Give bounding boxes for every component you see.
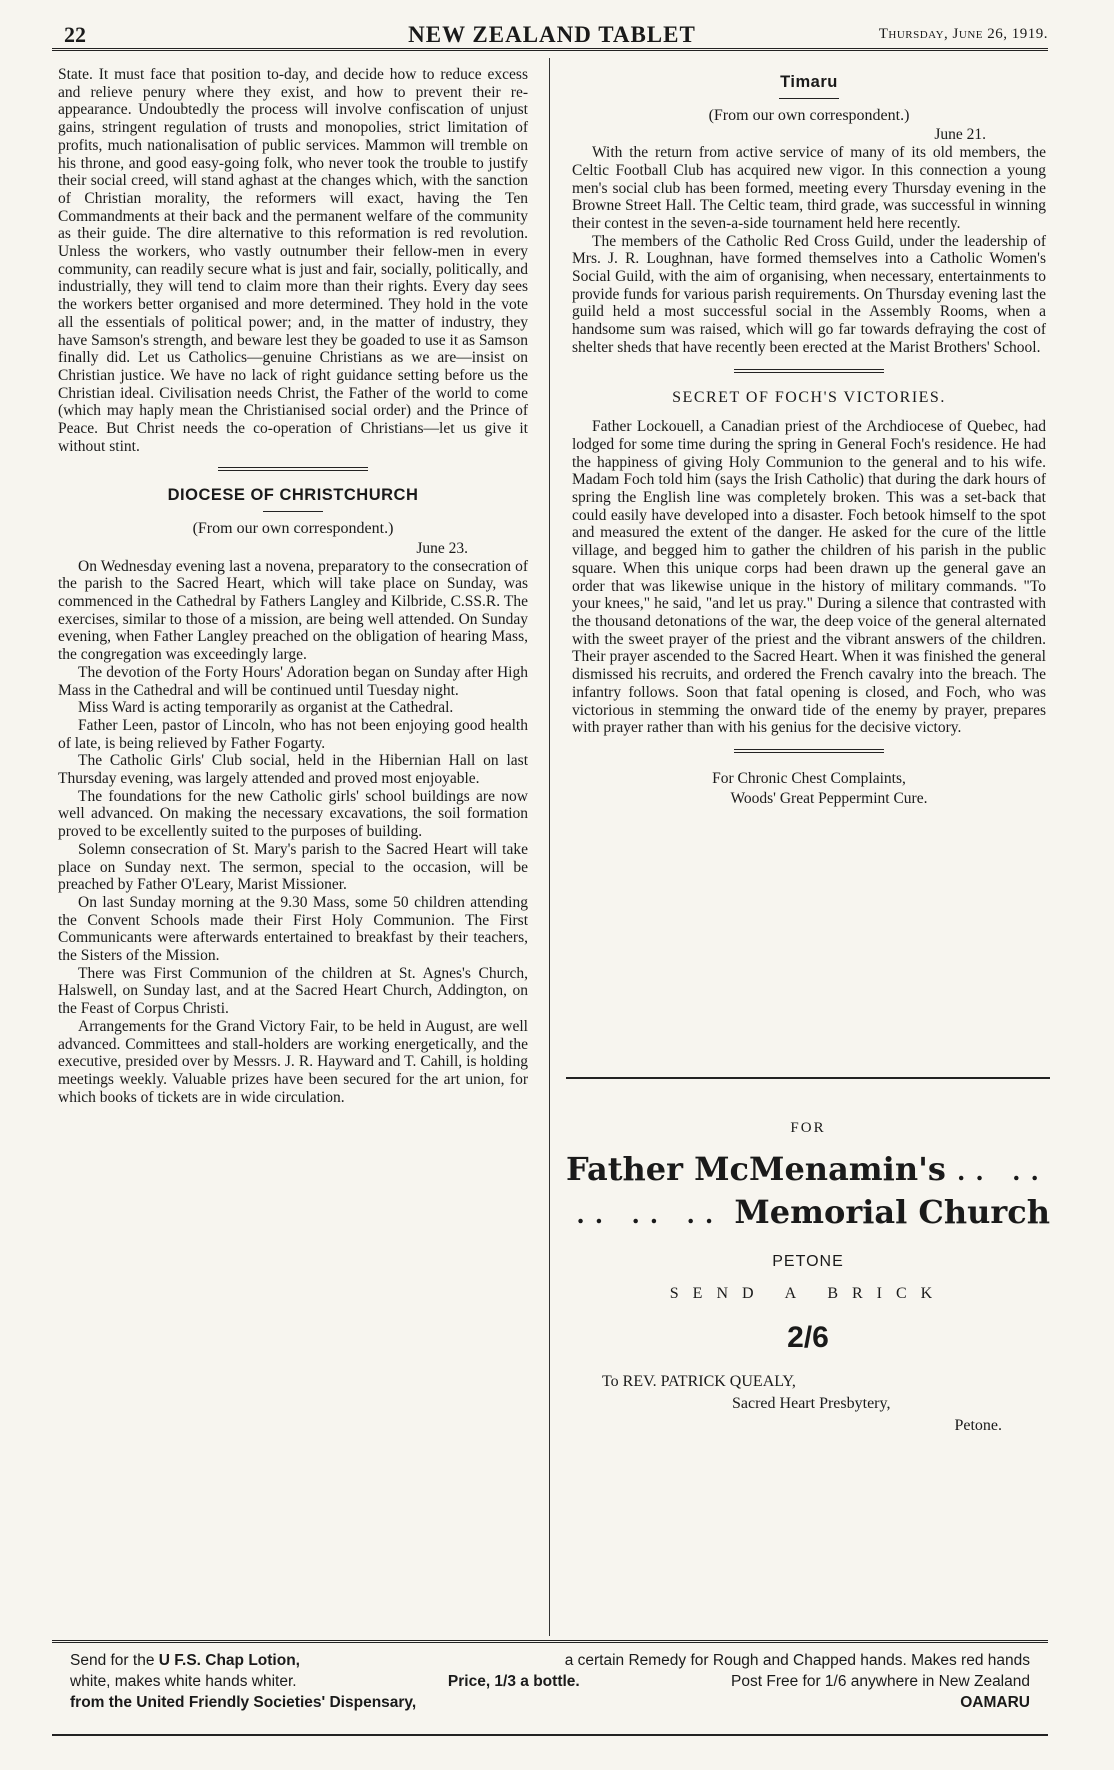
timaru-date: June 21.	[934, 126, 986, 144]
right-column	[572, 66, 1046, 823]
news-paragraph: Arrangements for the Grand Victory Fair, to be held in August, are well advanced. Committees and stall-holders are working energetically, and the executive, presided over by Messrs. J. R. Hayward and T. Cahill, is holding meetings weekly. Valuable prizes have been secured for the art union, for which books of tickets are in wide circulation.	[58, 1017, 528, 1106]
christchurch-heading: DIOCESE OF CHRISTCHURCH	[167, 486, 419, 505]
christchurch-byline: (From our own correspondent.)	[192, 520, 394, 538]
news-paragraph: The devotion of the Forty Hours' Adoration began on Sunday after High Mass in the Cathedral and will be continued until Tuesday night.	[58, 663, 528, 699]
footer-text: white, makes white hands whiter.	[70, 1673, 297, 1690]
news-paragraph: Solemn consecration of St. Mary's parish to the Sacred Heart will take place on Sunday next. The sermon, special to the occasion, will be preached by Father O'Leary, Marist Missioner.	[58, 840, 528, 894]
news-paragraph: Father Leen, pastor of Lincoln, who has not been enjoying good health of late, is being relieved by Father Fogarty.	[58, 716, 528, 752]
memorial-title-text: Father McMenamin's	[566, 1150, 946, 1188]
peppermint-advert	[572, 769, 1046, 809]
footer-line	[70, 1650, 1030, 1671]
header-rule	[52, 48, 1048, 51]
news-paragraph: On Wednesday evening last a novena, preparatory to the consecration of the parish to the Sacred Heart, which will take place on Sunday, was commenced in the Cathedral by Fathers Langley and Kilbride, C.SS.R. The exercises, similar to those of a mission, are being well attended. On Sunday evening, when Father Langley preached on the obligation of hearing Mass, the congregation was exceedingly large.	[58, 557, 528, 664]
memorial-address	[566, 1371, 1050, 1437]
footer-rule	[52, 1640, 1048, 1643]
footer-line	[70, 1671, 1030, 1692]
address-line: Sacred Heart Presbytery,	[732, 1395, 891, 1412]
footer-text: a certain Remedy for Rough and Chapped hands. Makes red hands	[564, 1652, 1030, 1669]
memorial-title-line2	[566, 1194, 1050, 1233]
foch-heading: SECRET OF FOCH'S VICTORIES.	[672, 388, 946, 406]
advert-line: Woods' Great Peppermint Cure.	[730, 789, 928, 807]
news-paragraph: The foundations for the new Catholic girls' school buildings are now well advanced. On making the necessary excavations, the soil formation proved to be excellently suited to the purposes of building.	[58, 787, 528, 841]
christchurch-date: June 23.	[416, 539, 468, 557]
news-paragraph: There was First Communion of the children at St. Agnes's Church, Halswell, on Sunday last, and at the Sacred Heart Church, Addington, on the Feast of Corpus Christi.	[58, 964, 528, 1018]
left-column	[58, 66, 528, 1106]
news-paragraph: Father Lockouell, a Canadian priest of the Archdiocese of Quebec, had lodged for some time during the spring in General Foch's residence. He had the happiness of giving Holy Communion to the general and to his wife. Madam Foch told him (says the Irish Catholic) that during the dark hours of spring the English line was completely broken. This was a set-back that could easily have developed into a disaster. Foch betook himself to the spot and measured the extent of the danger. He asked for the cure of the little village, and begged him to gather the children of his parish in the public square. When this unique corps had been drawn up the general gave an order that was likewise unique in the history of military commands. "To your knees," he said, "and let us pray." During a silence that contrasted with the thousand detonations of the war, the deep voice of the general alternated with the sweet prayer of the priest and the vibrant answers of the children. Their prayer ascended to the Sacred Heart. When it was finished the general dismissed his recruits, and ordered the French cavalry into the breach. The infantry follows. Soon that fatal opening is closed, and Foch, who was victorious in stemming the onward tide of the enemy by prayer, prepares with prayer rather than with his genius for the decisive victory.	[572, 418, 1046, 737]
section-rule	[218, 467, 368, 471]
article-continuation: State. It must face that position to-day, and decide how to reduce excess and relieve penury where they exist, and how to prevent their re-appearance. Undoubtedly the process will involve confiscation of unjust gains, stringent regulation of trusts and monopolies, strict limitation of profits, much nationalisation of public services. Mammon will tremble on his throne, and good easy-going folk, who never took the trouble to justify their social creed, will stand aghast at the changes which, with the sanction of Christian morality, the reformers will exact, having the Ten Commandments at their back and the permanent welfare of the community as their guide. The dire alternative to this reformation is red revolution. Unless the workers, who vastly outnumber their fellow-men in every community, can readily secure what is just and fair, socially, politically, and industrially, they will tend to claim more than their rights. Every day sees the workers better organised and more determined. They hold in the vote all the essentials of political power; and, in the matter of industry, they have Samson's strength, and beware lest they be goaded to use it as Samson finally did. Let us Catholics—genuine Christians as we are—insist on Christian justice. We have no lack of right guidance setting before us the Christian ideal. Civilisation needs Christ, the Father of the world to come (which may haply mean the Christianised social order) and the Prince of Peace. But Christ needs the co-operation of Christians—let us give it without stint.	[58, 66, 528, 455]
short-rule	[779, 98, 839, 99]
news-paragraph: The members of the Catholic Red Cross Guild, under the leadership of Mrs. J. R. Loughnan, have formed themselves into a Catholic Women's Social Guild, with the aim of organising, when necessary, entertainments to provide funds for various parish requirements. On Thursday evening last the guild held a most successful social in the Assembly Rooms, when a handsome sum was raised, which will go far towards defraying the cost of shelter sheds that have recently been erected at the Marist Brothers' School.	[572, 232, 1046, 356]
memorial-for: FOR	[790, 1120, 826, 1136]
memorial-church-advert	[566, 1098, 1050, 1437]
memorial-price: 2/6	[787, 1321, 829, 1354]
product-name: U F.S. Chap Lotion,	[158, 1652, 300, 1669]
page-number: 22	[64, 22, 86, 47]
timaru-heading: Timaru	[780, 73, 838, 91]
page-bottom-rule	[52, 1734, 1048, 1736]
dispensary-name: from the United Friendly Societies' Dispensary,	[70, 1694, 417, 1711]
masthead-title: NEW ZEALAND TABLET	[408, 22, 696, 47]
section-rule	[734, 369, 884, 373]
footer-line	[70, 1692, 1030, 1713]
news-paragraph: Miss Ward is acting temporarily as organist at the Cathedral.	[78, 699, 454, 717]
short-rule	[263, 511, 323, 512]
footer-text: Send for the	[70, 1652, 155, 1669]
dispensary-town: OAMARU	[960, 1694, 1030, 1711]
lotion-advert-footer	[70, 1650, 1030, 1713]
column-divider	[549, 58, 550, 1148]
news-paragraph: The Catholic Girls' Club social, held in the Hibernian Hall on last Thursday evening, was largely attended and proved most enjoyable.	[58, 752, 528, 788]
news-paragraph: On last Sunday morning at the 9.30 Mass, some 50 children attending the Convent Schools made their First Holy Communion. The First Communicants were afterwards entertained to breakfast by their teachers, the Sisters of the Mission.	[58, 893, 528, 965]
issue-date: Thursday, June 26, 1919.	[878, 26, 1048, 42]
leader-dots: .. ..	[957, 1157, 1049, 1186]
address-line: Petone.	[954, 1417, 1002, 1434]
address-line: To REV. PATRICK QUEALY,	[602, 1373, 796, 1390]
advert-rule	[566, 1077, 1050, 1079]
memorial-title-line1	[566, 1151, 1050, 1190]
memorial-place: PETONE	[772, 1253, 844, 1270]
column-divider-lower	[549, 1148, 550, 1636]
timaru-byline: (From our own correspondent.)	[708, 106, 910, 124]
page-header	[52, 22, 1048, 48]
memorial-send-brick: SEND A BRICK	[669, 1285, 947, 1302]
section-rule	[734, 749, 884, 753]
news-paragraph: With the return from active service of many of its old members, the Celtic Football Club has acquired new vigor. In this connection a young men's social club has been formed, meeting every Thursday evening in the Browne Street Hall. The Celtic team, third grade, was successful in winning their contest in the seven-a-side tournament held here recently.	[572, 144, 1046, 232]
product-price: Price, 1/3 a bottle.	[447, 1673, 580, 1690]
advert-line: For Chronic Chest Complaints,	[712, 769, 906, 787]
memorial-title-text: Memorial Church	[734, 1193, 1050, 1231]
footer-text: Post Free for 1/6 anywhere in New Zealand	[731, 1673, 1030, 1690]
leader-dots: .. .. ..	[576, 1200, 724, 1229]
